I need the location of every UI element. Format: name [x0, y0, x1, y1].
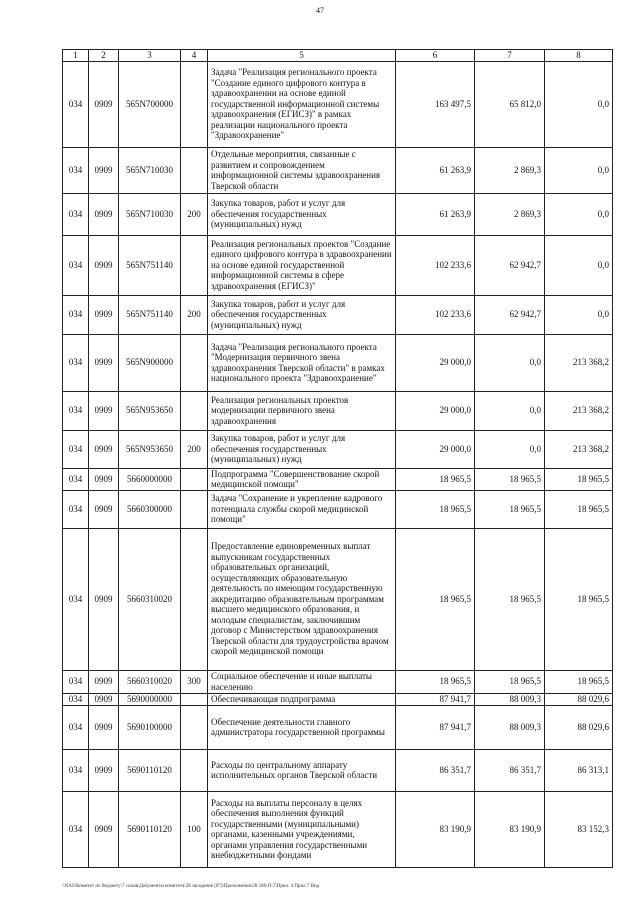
section-code: 0909 [89, 193, 119, 235]
amount-col6: 83 190,9 [396, 791, 475, 867]
description: Закупка товаров, работ и услуг для обеспечения государственных (муниципальных) нужд [208, 295, 396, 334]
header-cell: 2 [89, 50, 119, 62]
description: Задача "Реализация регионального проекта "Модернизация первичного звена здравоохранения Тверской области" в рамках национального проекта "Здравоохранение" [208, 334, 396, 391]
table-row [63, 468, 613, 490]
table-row [63, 193, 613, 235]
amount-col6: 18 965,5 [396, 468, 475, 490]
amount-col6: 61 263,9 [396, 193, 475, 235]
section-code: 0909 [89, 235, 119, 295]
expense-type [181, 749, 208, 791]
amount-col7: 83 190,9 [475, 791, 545, 867]
table-row [63, 791, 613, 867]
header-cell: 5 [208, 50, 396, 62]
description: Подпрограмма "Совершенствование скорой медицинской помощи" [208, 468, 396, 490]
table-row [63, 693, 613, 705]
amount-col7: 2 869,3 [475, 147, 545, 193]
page-number: 47 [316, 6, 324, 15]
expense-type [181, 235, 208, 295]
amount-col7: 0,0 [475, 334, 545, 391]
expense-type [181, 693, 208, 705]
amount-col6: 29 000,0 [396, 430, 475, 468]
ministry-code: 034 [63, 430, 89, 468]
table-row [63, 391, 613, 430]
amount-col7: 88 009,3 [475, 693, 545, 705]
target-code: 5660310020 [119, 670, 181, 693]
amount-col8: 18 965,5 [545, 468, 613, 490]
expense-type [181, 468, 208, 490]
description: Реализация региональных проектов модернизации первичного звена здравоохранения [208, 391, 396, 430]
table-row [63, 334, 613, 391]
header-cell: 3 [119, 50, 181, 62]
section-code: 0909 [89, 670, 119, 693]
amount-col7: 65 812,0 [475, 61, 545, 147]
section-code: 0909 [89, 791, 119, 867]
ministry-code: 034 [63, 295, 89, 334]
amount-col8: 18 965,5 [545, 490, 613, 528]
amount-col8: 213 368,2 [545, 430, 613, 468]
section-code: 0909 [89, 61, 119, 147]
amount-col6: 87 941,7 [396, 693, 475, 705]
amount-col7: 18 965,5 [475, 490, 545, 528]
amount-col8: 213 368,2 [545, 391, 613, 430]
header-row [63, 50, 613, 62]
amount-col8: 83 152,3 [545, 791, 613, 867]
expense-type [181, 334, 208, 391]
ministry-code: 034 [63, 147, 89, 193]
description: Закупка товаров, работ и услуг для обеспечения государственных (муниципальных) нужд [208, 430, 396, 468]
expense-type [181, 61, 208, 147]
amount-col6: 29 000,0 [396, 391, 475, 430]
description: Реализация региональных проектов "Создание единого цифрового контура в здравоохранении на основе единой государственной информационной системы в сфере здравоохранения (ЕГИСЗ)" [208, 235, 396, 295]
amount-col8: 18 965,5 [545, 528, 613, 670]
target-code: 565N751140 [119, 235, 181, 295]
target-code: 5690110120 [119, 791, 181, 867]
ministry-code: 034 [63, 61, 89, 147]
expense-type: 300 [181, 670, 208, 693]
target-code: 565N700000 [119, 61, 181, 147]
ministry-code: 034 [63, 749, 89, 791]
section-code: 0909 [89, 528, 119, 670]
expense-type: 200 [181, 430, 208, 468]
amount-col8: 18 965,5 [545, 670, 613, 693]
section-code: 0909 [89, 693, 119, 705]
target-code: 5660300000 [119, 490, 181, 528]
section-code: 0909 [89, 147, 119, 193]
ministry-code: 034 [63, 528, 89, 670]
target-code: 5690110120 [119, 749, 181, 791]
target-code: 565N751140 [119, 295, 181, 334]
ministry-code: 034 [63, 791, 89, 867]
amount-col8: 0,0 [545, 295, 613, 334]
amount-col6: 163 497,5 [396, 61, 475, 147]
target-code: 565N710030 [119, 193, 181, 235]
amount-col6: 61 263,9 [396, 147, 475, 193]
section-code: 0909 [89, 705, 119, 749]
amount-col7: 0,0 [475, 391, 545, 430]
ministry-code: 034 [63, 391, 89, 430]
target-code: 565N900000 [119, 334, 181, 391]
ministry-code: 034 [63, 490, 89, 528]
amount-col6: 29 000,0 [396, 334, 475, 391]
section-code: 0909 [89, 430, 119, 468]
amount-col8: 213 368,2 [545, 334, 613, 391]
header-cell: 4 [181, 50, 208, 62]
amount-col7: 18 965,5 [475, 528, 545, 670]
description: Обеспечение деятельности главного администратора государственной программы [208, 705, 396, 749]
description: Обеспечивающая подпрограмма [208, 693, 396, 705]
expense-type [181, 705, 208, 749]
description: Расходы по центральному аппарату исполнительных органов Тверской области [208, 749, 396, 791]
table-row [63, 705, 613, 749]
amount-col7: 62 942,7 [475, 235, 545, 295]
amount-col6: 102 233,6 [396, 295, 475, 334]
ministry-code: 034 [63, 235, 89, 295]
description: Задача "Сохранение и укрепление кадрового потенциала службы скорой медицинской помощи" [208, 490, 396, 528]
section-code: 0909 [89, 295, 119, 334]
amount-col8: 0,0 [545, 193, 613, 235]
description: Задача "Реализация регионального проекта "Создание единого цифрового контура в здравоохранении на основе единой государственной информационной системы здравоохранения (ЕГИСЗ)" в рамках реализации национального проекта "Здравоохранение" [208, 61, 396, 147]
table-row [63, 528, 613, 670]
table-row [63, 235, 613, 295]
file-path-footer: \\NAS\Комитет по бюджету\7 созыв\Документы комитета\28 заседание (07)\Приложения\28 508-П-7\Прил. 4 Прил 7 Bид [62, 884, 320, 889]
budget-table [62, 49, 613, 868]
table-row [63, 295, 613, 334]
description: Социальное обеспечение и иные выплаты населению [208, 670, 396, 693]
ministry-code: 034 [63, 334, 89, 391]
amount-col7: 86 351,7 [475, 749, 545, 791]
amount-col6: 18 965,5 [396, 670, 475, 693]
table-row [63, 490, 613, 528]
section-code: 0909 [89, 490, 119, 528]
amount-col8: 88 029,6 [545, 693, 613, 705]
expense-type [181, 147, 208, 193]
expense-type: 200 [181, 295, 208, 334]
header-cell: 8 [545, 50, 613, 62]
amount-col7: 18 965,5 [475, 468, 545, 490]
amount-col7: 0,0 [475, 430, 545, 468]
expense-type: 200 [181, 193, 208, 235]
target-code: 5690100000 [119, 705, 181, 749]
ministry-code: 034 [63, 693, 89, 705]
ministry-code: 034 [63, 193, 89, 235]
table-row [63, 430, 613, 468]
description: Отдельные мероприятия, связанные с развитием и сопровождением информационной системы здравоохранения Тверской области [208, 147, 396, 193]
table-row [63, 147, 613, 193]
header-cell: 1 [63, 50, 89, 62]
expense-type [181, 391, 208, 430]
amount-col8: 88 029,6 [545, 705, 613, 749]
ministry-code: 034 [63, 705, 89, 749]
header-cell: 6 [396, 50, 475, 62]
amount-col7: 88 009,3 [475, 705, 545, 749]
section-code: 0909 [89, 391, 119, 430]
target-code: 5660310020 [119, 528, 181, 670]
table-row [63, 61, 613, 147]
amount-col6: 102 233,6 [396, 235, 475, 295]
amount-col7: 18 965,5 [475, 670, 545, 693]
expense-type [181, 490, 208, 528]
amount-col8: 0,0 [545, 61, 613, 147]
section-code: 0909 [89, 334, 119, 391]
description: Предоставление единовременных выплат выпускникам государственных образовательных организаций, осуществляющих образовательную деятельность по имеющим государственную аккредитацию образовательным программам высшего медицинского образования, и молодым специалистам, заключившим договор с Министерством здравоохранения Тверской области для трудоустройства врачом скорой медицинской помощи [208, 528, 396, 670]
amount-col7: 2 869,3 [475, 193, 545, 235]
amount-col8: 0,0 [545, 235, 613, 295]
description: Расходы на выплаты персоналу в целях обеспечения выполнения функций государственными (муниципальными) органами, казенными учреждениями, органами управления государственными внебюджетными фондами [208, 791, 396, 867]
ministry-code: 034 [63, 468, 89, 490]
table-row [63, 670, 613, 693]
amount-col8: 0,0 [545, 147, 613, 193]
table-row [63, 749, 613, 791]
amount-col6: 86 351,7 [396, 749, 475, 791]
amount-col8: 86 313,1 [545, 749, 613, 791]
amount-col6: 18 965,5 [396, 490, 475, 528]
description: Закупка товаров, работ и услуг для обеспечения государственных (муниципальных) нужд [208, 193, 396, 235]
target-code: 565N710030 [119, 147, 181, 193]
target-code: 565N953650 [119, 430, 181, 468]
target-code: 5660000000 [119, 468, 181, 490]
ministry-code: 034 [63, 670, 89, 693]
expense-type [181, 528, 208, 670]
expense-type: 100 [181, 791, 208, 867]
amount-col6: 18 965,5 [396, 528, 475, 670]
amount-col6: 87 941,7 [396, 705, 475, 749]
header-cell: 7 [475, 50, 545, 62]
amount-col7: 62 942,7 [475, 295, 545, 334]
section-code: 0909 [89, 749, 119, 791]
section-code: 0909 [89, 468, 119, 490]
target-code: 565N953650 [119, 391, 181, 430]
target-code: 5690000000 [119, 693, 181, 705]
